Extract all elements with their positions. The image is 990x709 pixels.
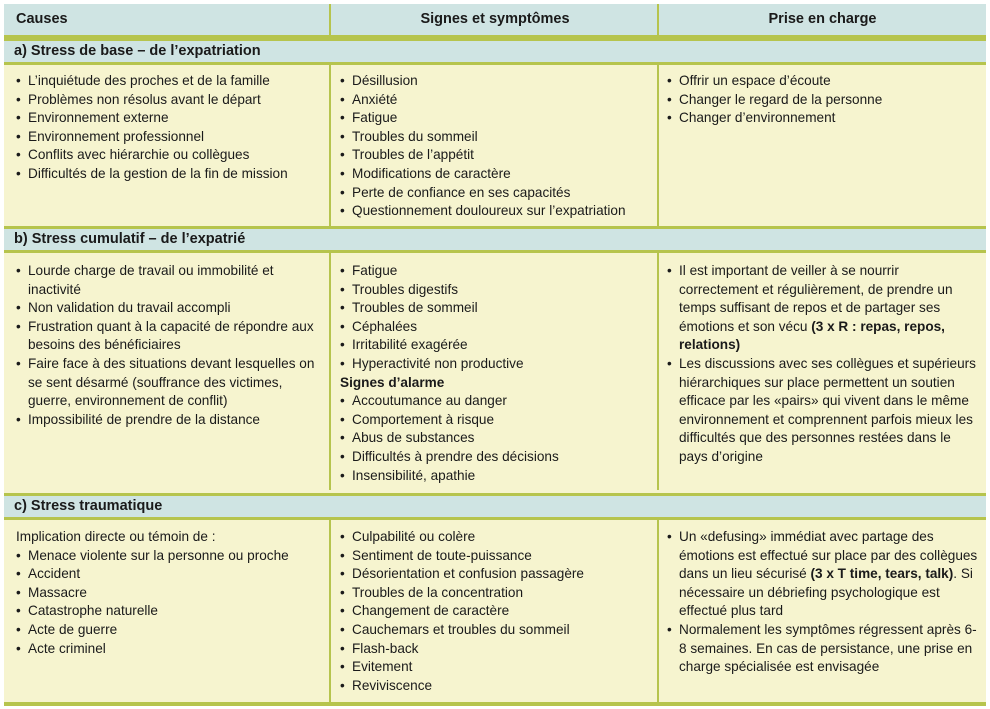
- list-item: • Troubles du sommeil: [340, 128, 652, 147]
- cell-signes-b: [340, 262, 652, 485]
- list-item: • Fatigue: [340, 109, 652, 128]
- section-header-c: [4, 493, 986, 520]
- header-causes: Causes: [16, 11, 68, 27]
- list-item: • Modifications de caractère: [340, 165, 652, 184]
- column-divider: [329, 517, 331, 702]
- list-item: • Lourde charge de travail ou immobilité et inactivité: [16, 262, 322, 299]
- list-item: • Accident: [16, 565, 322, 584]
- cell-signes-c: [340, 528, 652, 695]
- list-item: • Culpabilité ou colère: [340, 528, 652, 547]
- list-item-emphasis: (3 x R : repas, repos, relations): [679, 318, 945, 353]
- list-item: • Perte de confiance en ses capacités: [340, 184, 652, 203]
- header-signes: Signes et symptômes: [420, 11, 570, 27]
- stress-table: [4, 4, 986, 706]
- list-item-text: Un «defusing» immédiat avec partage des émotions est effectué sur place par des collègues dans un lieu sécurisé: [679, 529, 978, 582]
- list-item: • Troubles de l’appétit: [340, 146, 652, 165]
- header-prise: Prise en charge: [768, 11, 877, 27]
- list-item-text: Il est important de veiller à se nourrir correctement et régulièrement, de prendre un temps suffisant de repos et de partager ses émotions et son vécu: [679, 263, 953, 334]
- section-title: c) Stress traumatique: [14, 498, 163, 514]
- list-item: • Impossibilité de prendre de la distance: [16, 411, 322, 430]
- list-item: • Comportement à risque: [340, 411, 652, 430]
- column-divider: [657, 4, 659, 35]
- list-item: • Difficultés de la gestion de la fin de mission: [16, 165, 322, 184]
- section-header-a: [4, 38, 986, 65]
- cell-prise-b: [667, 262, 979, 467]
- list-item: • Flash-back: [340, 640, 652, 659]
- list-item: • Evitement: [340, 658, 652, 677]
- list-item: • Reviviscence: [340, 677, 652, 696]
- list-item-text: . Si nécessaire un débriefing psychologique est effectué plus tard: [679, 566, 973, 619]
- list-item: • Désorientation et confusion passagère: [340, 565, 652, 584]
- cell-causes-c: [16, 528, 322, 658]
- list-item: • Troubles de sommeil: [340, 299, 652, 318]
- list-item: • Environnement professionnel: [16, 128, 322, 147]
- column-divider: [657, 250, 659, 490]
- column-divider: [657, 62, 659, 226]
- list-item: • Insensibilité, apathie: [340, 467, 652, 486]
- list-item: • Abus de substances: [340, 429, 652, 448]
- cell-signes-a: [340, 72, 652, 221]
- section-header-b: [4, 226, 986, 253]
- list-item: [667, 262, 979, 355]
- list-item: • Menace violente sur la personne ou proche: [16, 547, 322, 566]
- list-item: • Sentiment de toute-puissance: [340, 547, 652, 566]
- list-item: • Faire face à des situations devant lesquelles on se sent désarmé (souffrance des victimes, guerre, environnement de conflit): [16, 355, 322, 411]
- table-header-row: [4, 4, 986, 38]
- list-item: • Questionnement douloureux sur l’expatriation: [340, 202, 652, 221]
- list-item: • Les discussions avec ses collègues et supérieurs hiérarchiques sur place permettent un soutien efficace par les «pairs» qui vivent dans le même environnement et comprennent parfois mieux les difficultés que des personnes restées dans le pays d’origine: [667, 355, 979, 467]
- list-item: • Non validation du travail accompli: [16, 299, 322, 318]
- cell-prise-a: [667, 72, 981, 128]
- list-item: • Fatigue: [340, 262, 652, 281]
- list-item: • Troubles digestifs: [340, 281, 652, 300]
- list-item: • Anxiété: [340, 91, 652, 110]
- list-item: • Troubles de la concentration: [340, 584, 652, 603]
- list-item: • Problèmes non résolus avant le départ: [16, 91, 322, 110]
- list-item: • L’inquiétude des proches et de la famille: [16, 72, 322, 91]
- cell-causes-a: [16, 72, 322, 184]
- list-intro: Implication directe ou témoin de :: [16, 529, 216, 544]
- section-title: b) Stress cumulatif – de l’expatrié: [14, 231, 246, 247]
- list-item: • Offrir un espace d’écoute: [667, 72, 981, 91]
- list-item: • Environnement externe: [16, 109, 322, 128]
- list-item: • Changer d’environnement: [667, 109, 981, 128]
- list-item: • Frustration quant à la capacité de répondre aux besoins des bénéficiaires: [16, 318, 322, 355]
- list-item: • Céphalées: [340, 318, 652, 337]
- cell-causes-b: [16, 262, 322, 429]
- list-item-emphasis: (3 x T time, tears, talk): [810, 566, 954, 582]
- list-item: • Acte de guerre: [16, 621, 322, 640]
- list-item: [667, 528, 979, 621]
- list-item: • Difficultés à prendre des décisions: [340, 448, 652, 467]
- list-item: • Accoutumance au danger: [340, 392, 652, 411]
- list-item: • Normalement les symptômes régressent après 6-8 semaines. En cas de persistance, une prise en charge spécialisée est envisagée: [667, 621, 979, 677]
- section-title: a) Stress de base – de l’expatriation: [14, 43, 261, 59]
- list-item: • Irritabilité exagérée: [340, 336, 652, 355]
- list-item: • Changer le regard de la personne: [667, 91, 981, 110]
- list-item: • Hyperactivité non productive: [340, 355, 652, 374]
- list-item: • Massacre: [16, 584, 322, 603]
- column-divider: [657, 517, 659, 702]
- list-item: • Conflits avec hiérarchie ou collègues: [16, 146, 322, 165]
- list-item: • Acte criminel: [16, 640, 322, 659]
- column-divider: [329, 250, 331, 490]
- list-item: • Désillusion: [340, 72, 652, 91]
- list-item: • Changement de caractère: [340, 602, 652, 621]
- cell-prise-c: [667, 528, 979, 677]
- column-divider: [329, 62, 331, 226]
- list-item: • Catastrophe naturelle: [16, 602, 322, 621]
- alarm-subheading: Signes d’alarme: [340, 374, 445, 390]
- column-divider: [329, 4, 331, 35]
- list-item: • Cauchemars et troubles du sommeil: [340, 621, 652, 640]
